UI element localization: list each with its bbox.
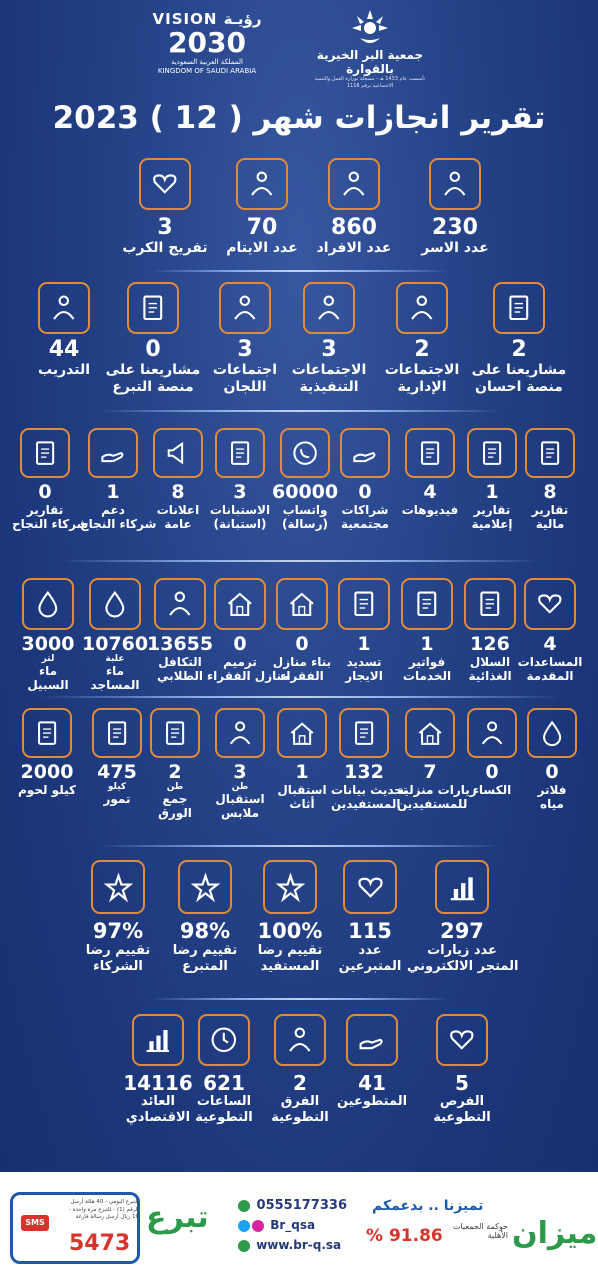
mayzan-logo: ميزان bbox=[512, 1216, 598, 1251]
committee-meeting-icon bbox=[219, 282, 271, 334]
partners-handshake-icon bbox=[88, 428, 138, 478]
water-filter-icon bbox=[527, 708, 577, 758]
stat-item bbox=[82, 578, 148, 693]
stat-label-secondary: مجتمعية bbox=[341, 517, 389, 532]
stat-number: 2 bbox=[511, 337, 527, 362]
stat-number: 621 bbox=[203, 1071, 245, 1095]
student-graduate-icon bbox=[154, 578, 206, 630]
stat-item bbox=[397, 428, 463, 517]
stat-label: العائد bbox=[141, 1094, 175, 1109]
stat-item bbox=[332, 428, 398, 532]
stat-number: 1 bbox=[295, 761, 309, 783]
stat-label: عدد bbox=[358, 943, 382, 959]
stat-label: عدد الايتام bbox=[226, 240, 298, 257]
stat-label: تقارير bbox=[26, 502, 64, 517]
stat-label-secondary: الورق bbox=[158, 806, 192, 821]
stat-number: 7 bbox=[423, 761, 437, 783]
family-icon bbox=[429, 158, 481, 210]
stat-label-secondary: المتبرع bbox=[182, 958, 228, 974]
sms-badge: SMS bbox=[21, 1215, 49, 1231]
stat-label: التدريب bbox=[38, 362, 90, 379]
stat-label-secondary: المقدمة bbox=[526, 669, 574, 684]
stat-number: 115 bbox=[348, 919, 392, 943]
stat-number: 0 bbox=[485, 761, 499, 783]
stat-number: 1 bbox=[106, 481, 120, 503]
house-build-icon bbox=[276, 578, 328, 630]
stat-number: 60000 bbox=[272, 481, 339, 503]
stat-label-secondary: السبيل bbox=[27, 678, 69, 693]
stat-label-secondary: المساجد bbox=[90, 678, 140, 693]
stat-label: شراكات bbox=[341, 502, 389, 517]
paper-icon bbox=[150, 708, 200, 758]
stat-item bbox=[269, 578, 335, 684]
phone-number[interactable]: 0555177336 bbox=[238, 1198, 347, 1213]
stat-number: 2 bbox=[168, 761, 182, 783]
section-divider bbox=[150, 998, 450, 1000]
home-visit-icon bbox=[405, 708, 455, 758]
online-store-icon bbox=[435, 860, 489, 914]
stat-label: فلاتر bbox=[537, 782, 567, 797]
stat-label-secondary: الفقراء bbox=[280, 669, 324, 684]
stat-label: عدد زيارات bbox=[427, 943, 497, 959]
stat-number: 4 bbox=[423, 481, 437, 503]
video-icon bbox=[405, 428, 455, 478]
stat-label: السلال bbox=[469, 654, 511, 669]
orphan-care-icon bbox=[236, 158, 288, 210]
heart-hand-icon bbox=[343, 860, 397, 914]
rating-icon bbox=[178, 860, 232, 914]
sofa-icon bbox=[277, 708, 327, 758]
stat-number: 3 bbox=[233, 481, 247, 503]
stat-unit: لتر bbox=[41, 653, 55, 664]
heart-hand-icon bbox=[139, 158, 191, 210]
section-divider bbox=[60, 560, 540, 562]
stat-label: واتساب bbox=[282, 502, 328, 517]
stat-label: اعلانات bbox=[156, 502, 200, 517]
stat-number: 0 bbox=[295, 633, 309, 655]
stat-number: 860 bbox=[331, 215, 377, 240]
stat-label: المساعدات bbox=[517, 654, 583, 669]
clothes-icon bbox=[467, 708, 517, 758]
stat-label: تقييم رضا bbox=[85, 943, 151, 959]
sms-donation-box[interactable] bbox=[10, 1192, 140, 1264]
stat-item bbox=[63, 860, 173, 974]
stat-number: 4 bbox=[543, 633, 557, 655]
stat-label-secondary: المتبرعين bbox=[338, 958, 402, 974]
stat-label: اجتماعات bbox=[212, 362, 278, 379]
stat-label: ماء bbox=[38, 663, 58, 678]
stat-label-secondary: التنفيذية bbox=[299, 378, 359, 395]
section-divider bbox=[100, 845, 500, 847]
stat-number: 1 bbox=[420, 633, 434, 655]
stat-number: 0 bbox=[145, 337, 161, 362]
stat-item bbox=[80, 428, 157, 532]
social-handle[interactable]: Br_qsa bbox=[238, 1218, 315, 1232]
stat-item bbox=[471, 282, 567, 396]
stat-label: جمع bbox=[162, 791, 188, 806]
stat-label: مشاريعنا على bbox=[471, 362, 567, 379]
service-bill-icon bbox=[401, 578, 453, 630]
stat-label: عدد الافراد bbox=[316, 240, 392, 257]
stat-label-secondary: الغذائية bbox=[468, 669, 512, 684]
stat-label-secondary: للمستفيدين bbox=[397, 797, 468, 812]
stat-label-secondary: التطوعية bbox=[433, 1109, 491, 1125]
stat-number: 0 bbox=[545, 761, 559, 783]
megaphone-icon bbox=[153, 428, 203, 478]
stat-label: فواتير bbox=[408, 654, 446, 669]
stat-number: 0 bbox=[38, 481, 52, 503]
stat-item bbox=[105, 282, 201, 396]
stat-item bbox=[84, 708, 150, 806]
stat-label: التكافل bbox=[158, 654, 202, 669]
stat-item bbox=[400, 158, 510, 257]
phone-icon bbox=[238, 1200, 250, 1212]
stat-number: 3000 bbox=[21, 633, 75, 655]
footer-bar bbox=[0, 1172, 598, 1280]
instagram-icon bbox=[252, 1220, 264, 1232]
stat-label-secondary: شركاء النجاح bbox=[12, 517, 89, 532]
water-hand-icon bbox=[89, 578, 141, 630]
page-title: تقرير انجازات شهر ( 12 ) 2023 bbox=[52, 100, 546, 136]
stat-number: 100% bbox=[257, 919, 323, 943]
stat-item bbox=[517, 578, 583, 684]
stat-label-secondary: اللجان bbox=[223, 378, 267, 395]
stat-number: 70 bbox=[246, 215, 278, 240]
partners-report-icon bbox=[20, 428, 70, 478]
stat-label: الفرص bbox=[439, 1094, 485, 1109]
tamayoz-slogan: تميزنا .. بدعمكم bbox=[372, 1198, 484, 1214]
stat-label: ماء bbox=[105, 663, 125, 678]
stat-label: تفريج الكرب bbox=[122, 240, 208, 257]
stat-label-secondary: المستفيدين bbox=[331, 797, 401, 812]
stat-unit: كيلو bbox=[107, 781, 127, 792]
stat-label: تمور bbox=[103, 791, 131, 806]
shirt-icon bbox=[215, 708, 265, 758]
stat-item bbox=[15, 578, 81, 693]
stat-item bbox=[281, 282, 377, 396]
stat-item bbox=[207, 158, 317, 257]
stat-item bbox=[207, 578, 289, 684]
stat-label: مشاريعنا على bbox=[105, 362, 201, 379]
stat-label: الاستبانات bbox=[209, 502, 271, 517]
organization-emblem-icon bbox=[350, 8, 390, 48]
stat-item bbox=[207, 708, 273, 821]
stat-number: 10760 bbox=[82, 633, 149, 655]
stat-label: تحديث بيانات bbox=[331, 782, 408, 797]
stat-label-secondary: الإدارية bbox=[397, 378, 447, 395]
stat-number: 0 bbox=[233, 633, 247, 655]
twitter-icon bbox=[238, 1220, 250, 1232]
organization-logo: جمعية البر الخيرية بالقوارة تأسست عام 1433 هـ - مسجلة بوزارة العمل والتنمية الاجتماعية برقم 1116 bbox=[305, 8, 435, 94]
stat-label: تقارير bbox=[531, 502, 569, 517]
whatsapp-icon bbox=[280, 428, 330, 478]
stat-label-secondary: مياه bbox=[540, 797, 564, 812]
stat-number: 297 bbox=[440, 919, 484, 943]
section-divider bbox=[150, 270, 450, 272]
section-divider bbox=[100, 410, 500, 412]
rent-payment-icon bbox=[338, 578, 390, 630]
stat-number: 8 bbox=[543, 481, 557, 503]
ehsan-logo-icon bbox=[493, 282, 545, 334]
stat-label: الكساء bbox=[472, 782, 512, 797]
stat-label: تقييم رضا bbox=[172, 943, 238, 959]
stat-label: تسديد bbox=[346, 654, 382, 669]
stat-number: 97% bbox=[92, 919, 144, 943]
stat-label: استقبال bbox=[215, 791, 265, 806]
house-repair-icon bbox=[214, 578, 266, 630]
stat-label-secondary: منصة التبرع bbox=[112, 378, 194, 395]
stat-label-secondary: (استبانة) bbox=[213, 517, 267, 532]
web-icon bbox=[238, 1240, 250, 1252]
stat-item bbox=[269, 708, 335, 812]
stat-number: 44 bbox=[48, 337, 80, 362]
stat-label-secondary: الشركاء bbox=[93, 958, 143, 974]
stat-label: الاجتماعات bbox=[384, 362, 460, 379]
stat-number: 475 bbox=[97, 761, 137, 783]
stat-number: 8 bbox=[171, 481, 185, 503]
tabarru-logo-icon bbox=[127, 282, 179, 334]
stat-label-secondary: المتجر الالكتروني bbox=[407, 958, 519, 974]
stat-number: 0 bbox=[358, 481, 372, 503]
stat-number: 2000 bbox=[20, 761, 74, 783]
stat-label: الفرق bbox=[280, 1094, 320, 1109]
stat-label-secondary: مالية bbox=[535, 517, 565, 532]
stat-number: 1 bbox=[357, 633, 371, 655]
stat-label-secondary: المستفيد bbox=[260, 958, 320, 974]
stat-number: 41 bbox=[358, 1071, 386, 1095]
stat-label-secondary: منازل الفقراء bbox=[207, 669, 289, 684]
admin-meeting-icon bbox=[396, 282, 448, 334]
stat-label-secondary: إعلامية bbox=[471, 517, 513, 532]
tabarru-logo: تبرع bbox=[146, 1200, 209, 1235]
stat-label-secondary: شركاء النجاح bbox=[80, 517, 157, 532]
stat-item bbox=[145, 428, 211, 532]
stat-label-secondary: الاقتصادي bbox=[125, 1109, 191, 1125]
stat-number: 132 bbox=[344, 761, 384, 783]
stat-label: فيديوهات bbox=[401, 502, 459, 517]
section-divider bbox=[40, 696, 560, 698]
heart-hands-icon bbox=[524, 578, 576, 630]
economic-return-icon bbox=[132, 1014, 184, 1066]
stat-number: 5 bbox=[455, 1071, 469, 1095]
stat-number: 3 bbox=[233, 761, 247, 783]
stat-label: الاجتماعات bbox=[291, 362, 367, 379]
stat-label-secondary: الخدمات bbox=[402, 669, 452, 684]
stat-item bbox=[459, 428, 525, 532]
stat-label-secondary: التطوعية bbox=[271, 1109, 329, 1125]
stat-item bbox=[12, 428, 89, 532]
stat-label-secondary: الايجار bbox=[345, 669, 383, 684]
rating-icon bbox=[263, 860, 317, 914]
stat-label-secondary: أثاث bbox=[289, 797, 315, 812]
stat-label: بناء منازل bbox=[272, 654, 332, 669]
stat-item bbox=[374, 282, 470, 396]
stat-label: زيارات منزلية bbox=[397, 782, 477, 797]
training-icon bbox=[38, 282, 90, 334]
sms-number: 5473 bbox=[69, 1231, 131, 1256]
executive-meeting-icon bbox=[303, 282, 355, 334]
meat-icon bbox=[22, 708, 72, 758]
media-report-icon bbox=[467, 428, 517, 478]
stat-item bbox=[331, 578, 397, 684]
stat-number: 1 bbox=[485, 481, 499, 503]
stat-unit: طن bbox=[231, 781, 249, 792]
stat-number: 230 bbox=[432, 215, 478, 240]
stat-item bbox=[142, 708, 208, 821]
stat-item bbox=[331, 708, 408, 812]
stat-label-secondary: التطوعية bbox=[195, 1109, 253, 1125]
stat-item bbox=[394, 578, 460, 684]
stat-number: 3 bbox=[321, 337, 337, 362]
data-update-icon bbox=[339, 708, 389, 758]
rating-icon bbox=[91, 860, 145, 914]
financial-report-icon bbox=[525, 428, 575, 478]
stat-item bbox=[14, 708, 80, 797]
stat-item bbox=[197, 282, 293, 396]
stat-item bbox=[519, 708, 585, 812]
stat-label: الساعات bbox=[196, 1094, 252, 1109]
stat-number: 13655 bbox=[147, 633, 214, 655]
stat-item bbox=[103, 1014, 213, 1125]
stat-label: ترميم bbox=[223, 654, 257, 669]
governance-score: % 91.86 bbox=[366, 1226, 443, 1246]
stat-item bbox=[207, 428, 273, 532]
stat-label: دعم bbox=[101, 502, 125, 517]
stat-item bbox=[517, 428, 583, 532]
water-drop-icon bbox=[22, 578, 74, 630]
stat-item bbox=[457, 578, 523, 684]
stat-label-secondary: منصة احسان bbox=[475, 378, 563, 395]
stat-unit: علبة bbox=[105, 653, 125, 664]
stat-number: 3 bbox=[237, 337, 253, 362]
stat-label: كيلو لحوم bbox=[18, 782, 76, 797]
sms-instructions: للتبرع اليومي - 40 هللة أرسل الرقم (1) - للتبرع مرة واحدة - 10 ريال أرسل رسالة فارغة bbox=[68, 1199, 139, 1220]
stat-label: تقارير bbox=[473, 502, 511, 517]
stat-label-secondary: عامة bbox=[164, 517, 192, 532]
volunteer-heart-icon bbox=[436, 1014, 488, 1066]
food-basket-icon bbox=[464, 578, 516, 630]
survey-icon bbox=[215, 428, 265, 478]
stat-label: المتطوعين bbox=[336, 1094, 408, 1109]
governance-label: حوكمة الجمعيات الأهلية bbox=[452, 1222, 508, 1240]
stat-item bbox=[110, 158, 220, 257]
stat-item bbox=[16, 282, 112, 379]
vision-2030-logo: VISION رؤيـة 2030 المملكة العربية السعودية KINGDOM OF SAUDI ARABIA bbox=[152, 10, 262, 75]
stat-number: 98% bbox=[179, 919, 231, 943]
stat-unit: طن bbox=[166, 781, 184, 792]
stat-label: تقييم رضا bbox=[257, 943, 323, 959]
stat-item bbox=[272, 428, 338, 532]
stat-number: 126 bbox=[470, 633, 510, 655]
dates-bowl-icon bbox=[92, 708, 142, 758]
volunteer-team-icon bbox=[274, 1014, 326, 1066]
stat-label-secondary: ملابس bbox=[220, 806, 259, 821]
stat-number: 3 bbox=[157, 215, 173, 240]
stat-item bbox=[147, 578, 213, 684]
website-link[interactable]: www.br-q.sa bbox=[238, 1238, 341, 1252]
stat-number: 2 bbox=[414, 337, 430, 362]
stat-label-secondary: الطلابي bbox=[156, 669, 204, 684]
stat-number: 14116 bbox=[123, 1071, 193, 1095]
handshake-icon bbox=[340, 428, 390, 478]
people-group-icon bbox=[328, 158, 380, 210]
stat-label-secondary: (رسالة) bbox=[282, 517, 328, 532]
stat-label: عدد الاسر bbox=[421, 240, 489, 257]
stat-number: 2 bbox=[293, 1071, 307, 1095]
stat-label: استقبال bbox=[277, 782, 327, 797]
